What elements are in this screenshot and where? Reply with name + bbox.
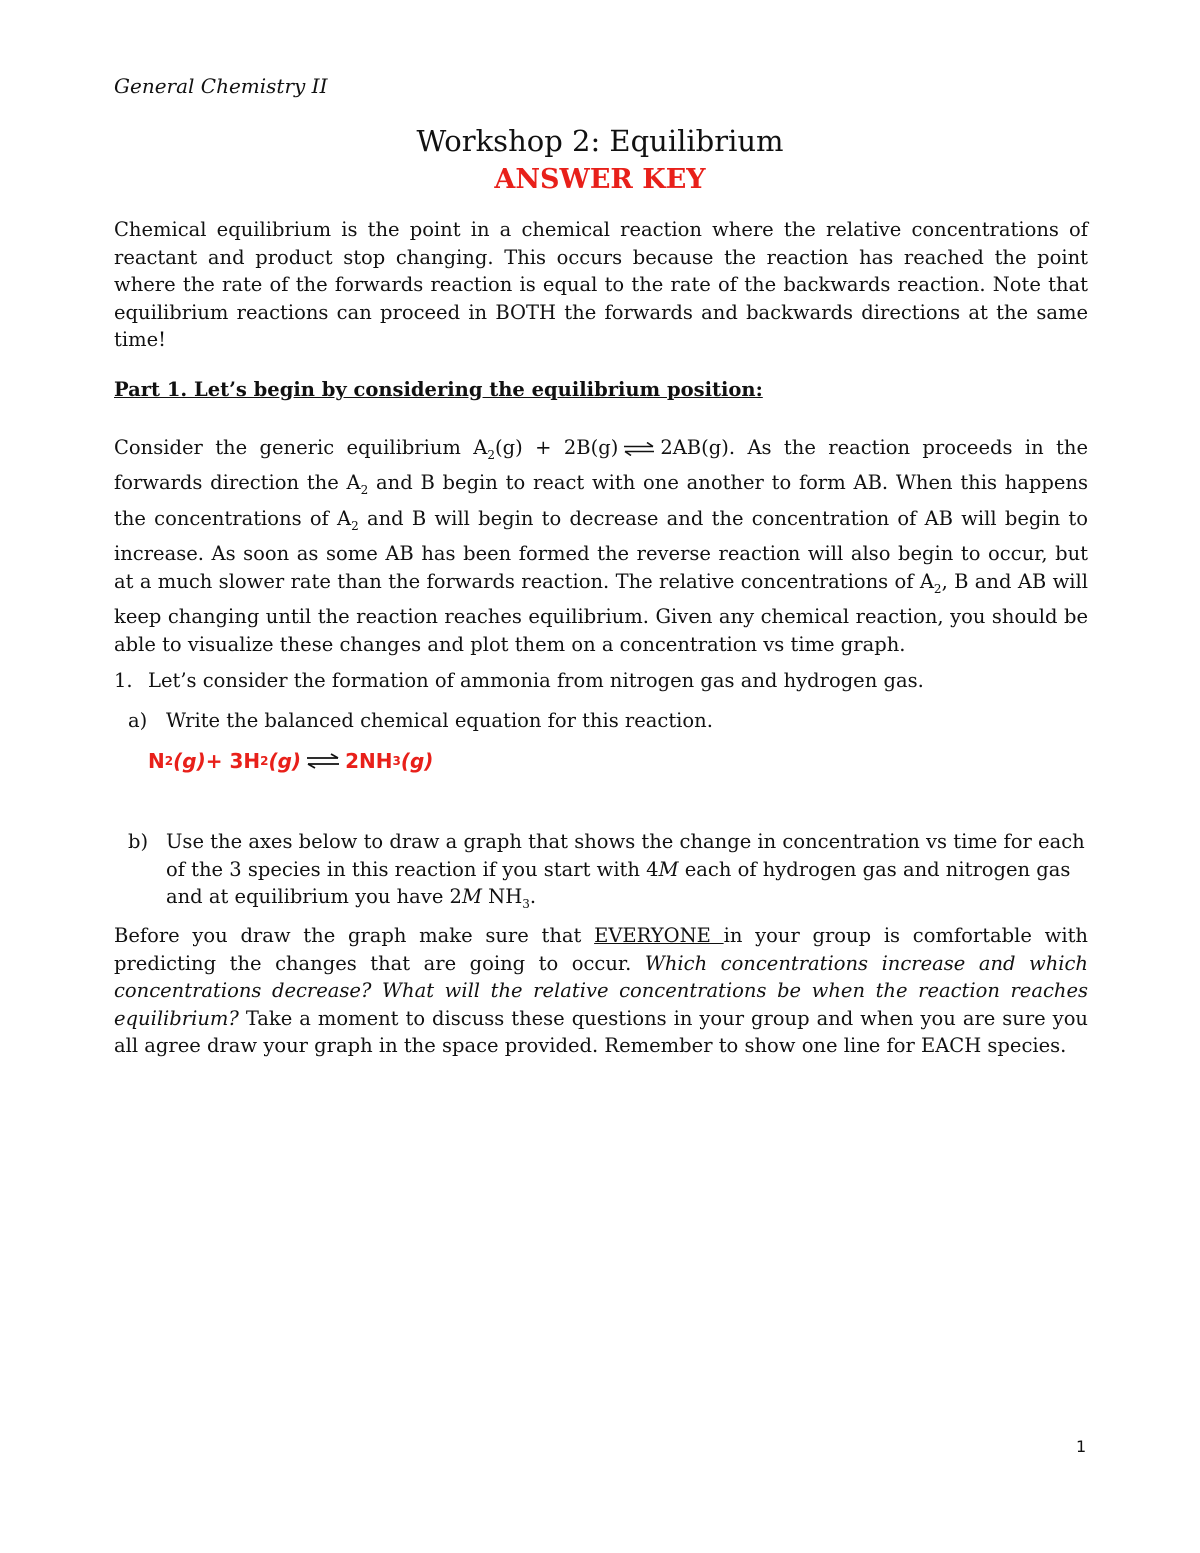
instructions-paragraph: Before you draw the graph make sure that EVERYONE in your group is comfortable with predicting the changes that are going to occur. Which concentrations increase and which concentrations decrease? What will the relative concentrations be when the reaction reaches equilibrium? Take a moment to discuss these questions in your group and when you are sure you all agree draw your graph in the space provided. Remember to show one line for EACH species. [114,924,1088,1057]
page-number: 1 [1076,1437,1087,1456]
equilibrium-arrow-icon [622,442,656,456]
part1-heading: Part 1. Let’s begin by considering the equilibrium position: [114,378,763,401]
generic-equilibrium-paragraph: Consider the generic equilibrium $A_2(g) + 2B(g)$ 2AB(g). As the reaction proceeds in the forwards direction the $A_2$ and B begin to react with one another to form AB. When this happens the concentrations of $A_2$ and B will begin to decrease and the concentration of AB will begin to increase. As soon as some AB has been formed the reverse reaction will also begin to occur, but at a much slower rate than the forwards reaction. The relative concentrations of $A_2$, B and AB will keep changing until the reaction reaches equilibrium. Given any chemical reaction, you should be able to visualize these changes and plot them on a concentration vs time graph. [114,436,1088,656]
intro-paragraph: Chemical equilibrium is the point in a chemical reaction where the relative concentrations of reactant and product stop changing. This occurs because the reaction has reached the point where the rate of the forwards reaction is equal to the rate of the backwards reaction. Note that equilibrium reactions can proceed in BOTH the forwards and backwards directions at the same time! [114,218,1088,351]
page-title: Workshop 2: Equilibrium [416,124,784,158]
course-name: General Chemistry II [114,74,328,98]
balanced-equation-answer: N 2 (g) + 3H 2 (g) 2NH 3 (g) [148,749,434,773]
question-1a: a) Write the balanced chemical equation for this reaction. [128,709,713,732]
question-1b: b) Use the axes below to draw a graph that shows the change in concentration vs time for each of the 3 species in this reaction if you start with 4M each of hydrogen gas and nitrogen gas and at equilibrium you have 2M $NH_3$. [128,830,1085,911]
question-1: 1. Let’s consider the formation of ammonia from nitrogen gas and hydrogen gas. [114,669,924,692]
equilibrium-arrow-icon [305,753,341,769]
answer-key-label: ANSWER KEY [494,164,706,195]
